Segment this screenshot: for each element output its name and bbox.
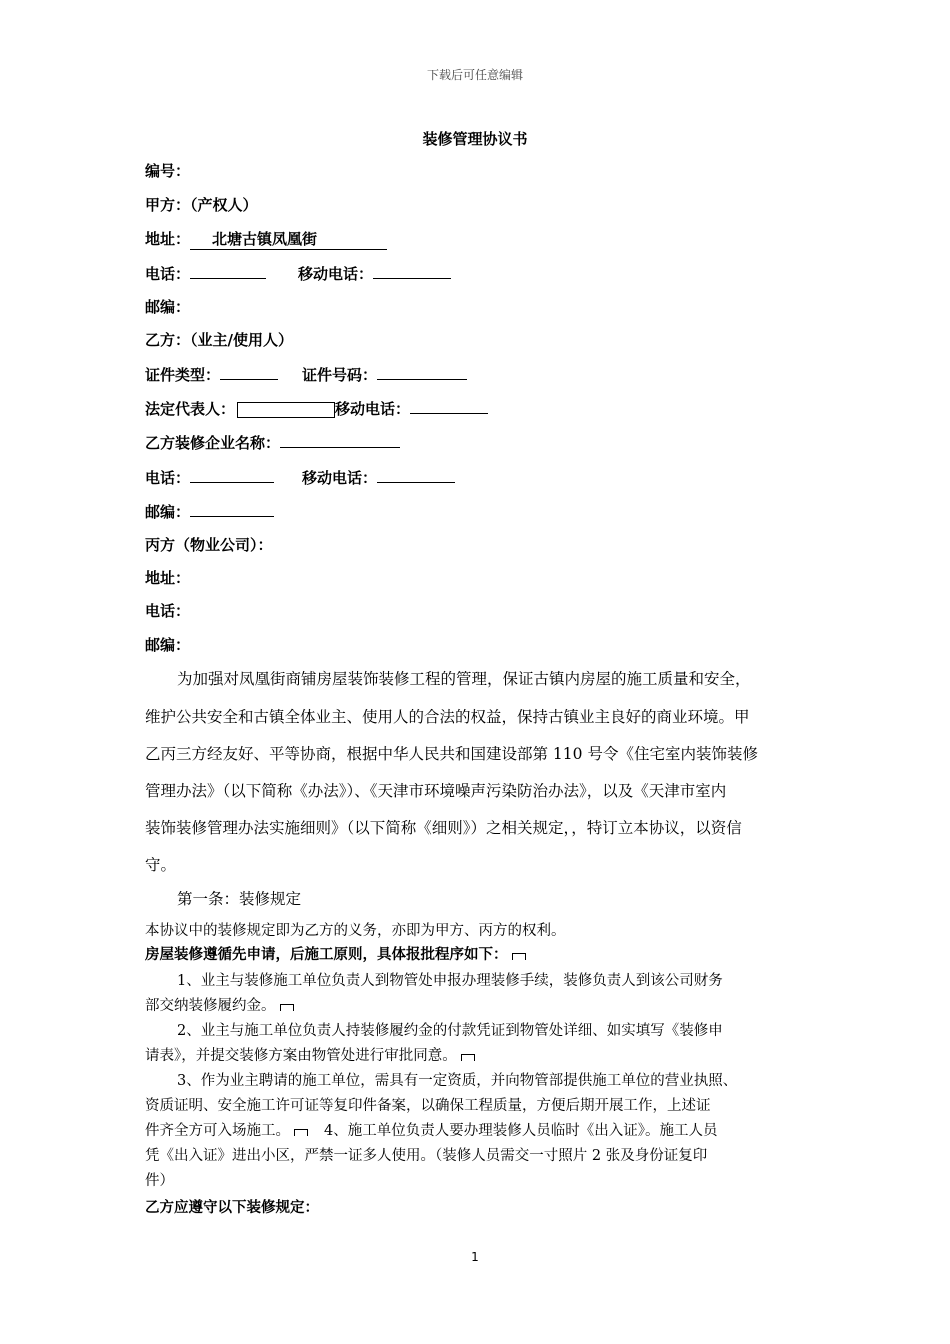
id-number-label: 证件号码： [302,366,378,384]
company-blank [280,431,400,448]
address-value: 北塘古镇凤凰街 [190,228,387,250]
field-party-a: 甲方：（产权人） [145,196,258,214]
field-id-row [145,363,467,385]
step-line: 资质证明、安全施工许可证等复印件备案，以确保工程质量，方便后期开展工作，上述证 [145,1098,711,1114]
step-line: 1、业主与装修施工单位负责人到物管处申报办理装修手续，装修负责人到该公司财务 [177,973,723,989]
field-party-b: 乙方：（业主/使用人） [145,331,293,349]
step-line-text: 4、施工单位负责人要办理装修人员临时《出入证》。施工人员 [324,1123,718,1139]
step-line [145,994,294,1015]
field-postcode-2 [145,500,274,522]
field-phone-3: 电话： [145,602,191,620]
legal-rep-box [237,402,335,418]
intro-line: 守。 [145,856,177,874]
step-line-text: 请表》，并提交装修方案由物管处进行审批同意。 [145,1048,457,1064]
step-line [145,1044,475,1065]
id-type-label: 证件类型： [145,366,221,384]
page-number: 1 [471,1250,479,1264]
field-phone-row [145,262,451,284]
mobile-blank-2 [410,397,488,414]
procedure-heading [145,943,526,964]
mobile-blank [373,262,451,279]
article-heading: 第一条：装修规定 [177,890,302,908]
field-postcode: 邮编： [145,298,191,316]
page-header: 下载后可任意编辑 [426,68,523,82]
paragraph-mark-icon [512,953,526,960]
mobile-label-3: 移动电话： [302,469,378,487]
intro-line: 管理办法》（以下简称《办法》）、《天津市环境噪声污染防治办法》，以及《天津市室内 [145,782,727,800]
field-postcode-3: 邮编： [145,636,191,654]
step-line: 件） [145,1173,174,1189]
field-phone-row-2 [145,466,455,488]
legal-rep-label: 法定代表人： [145,400,236,418]
postcode-blank-2 [190,500,274,517]
mobile-label: 移动电话： [298,265,374,283]
step-line-text: 件齐全方可入场施工。 [145,1123,290,1139]
intro-line: 乙丙三方经友好、平等协商，根据中华人民共和国建设部第 110 号令《住宅室内装饰装修 [145,745,758,763]
step-line: 凭《出入证》进出小区，严禁一证多人使用。（装修人员需交一寸照片 2 张及身份证复印 [145,1148,708,1164]
step-line: 3、作为业主聘请的施工单位，需具有一定资质，并向物管部提供施工单位的营业执照、 [177,1073,738,1089]
step-line-text: 部交纳装修履约金。 [145,998,276,1014]
step-line: 2、业主与施工单位负责人持装修履约金的付款凭证到物管处详细、如实填写《装修申 [177,1023,723,1039]
id-number-blank [377,363,467,380]
field-party-c: 丙方（物业公司）： [145,536,273,554]
article-description: 本协议中的装修规定即为乙方的义务，亦即为甲方、丙方的权利。 [145,923,566,939]
document-title: 装修管理协议书 [422,130,528,148]
phone-blank-2 [190,466,274,483]
step-line [145,1119,717,1140]
field-address-2: 地址： [145,569,191,587]
phone-blank [190,262,266,279]
rules-heading: 乙方应遵守以下装修规定： [145,1200,319,1216]
field-legal-rep-row [145,397,488,419]
id-type-blank [220,363,278,380]
phone-label: 电话： [145,265,191,283]
field-number: 编号： [145,162,191,180]
mobile-label-2: 移动电话： [335,400,411,418]
paragraph-mark-icon [461,1054,475,1061]
intro-line: 维护公共安全和古镇全体业主、使用人的合法的权益，保持古镇业主良好的商业环境。甲 [145,708,750,726]
paragraph-mark-icon [294,1129,308,1136]
postcode-label-2: 邮编： [145,503,191,521]
intro-line: 为加强对凤凰街商铺房屋装饰装修工程的管理，保证古镇内房屋的施工质量和安全， [177,670,751,688]
phone-label-2: 电话： [145,469,191,487]
paragraph-mark-icon [280,1004,294,1011]
intro-line: 装饰装修管理办法实施细则》（以下简称《细则》）之相关规定，，特订立本协议，以资信 [145,819,742,837]
address-label: 地址： [145,230,191,248]
procedure-heading-text: 房屋装修遵循先申请，后施工原则，具体报批程序如下： [145,947,508,963]
field-address [145,228,387,250]
mobile-blank-3 [377,466,455,483]
field-company-row [145,431,400,453]
company-label: 乙方装修企业名称： [145,434,281,452]
